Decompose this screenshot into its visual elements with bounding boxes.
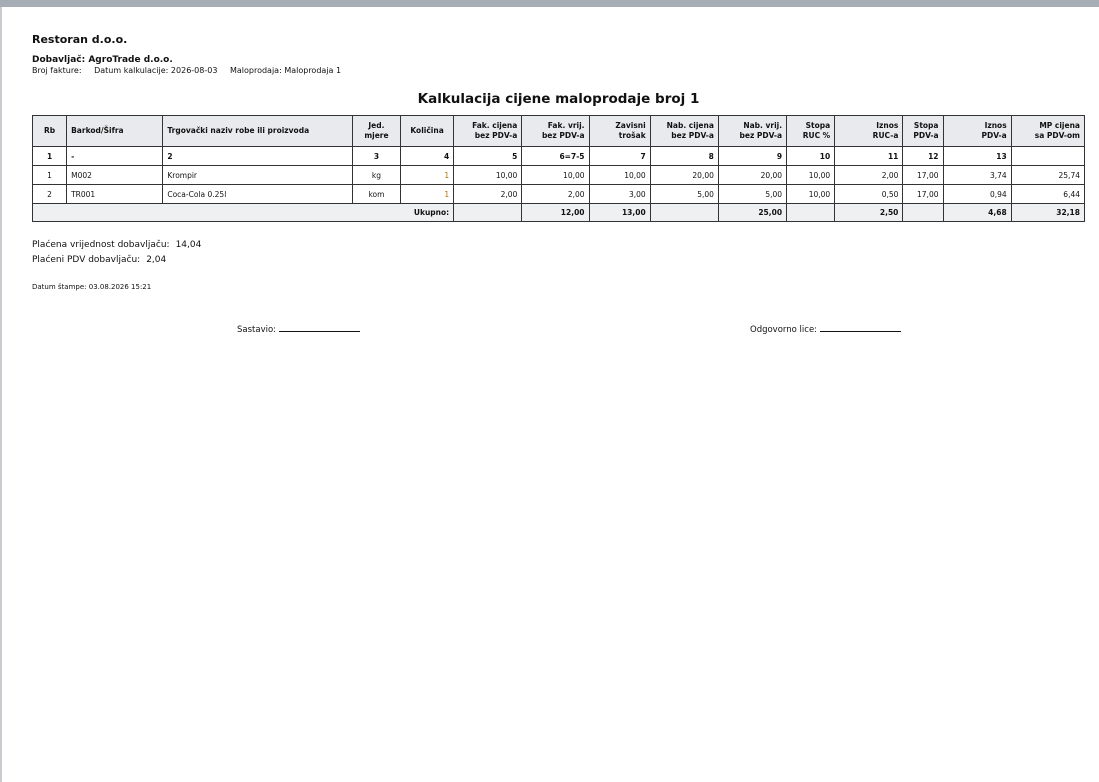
table-cell: - [67, 147, 163, 166]
table-cell: 1 [401, 185, 454, 204]
table-cell: 7 [589, 147, 650, 166]
table-cell: 10,00 [787, 166, 835, 185]
table-cell: 2,00 [454, 185, 522, 204]
table-cell: 3,00 [589, 185, 650, 204]
table-cell [1011, 147, 1084, 166]
table-cell: 25,74 [1011, 166, 1084, 185]
table-header-row [33, 116, 1085, 147]
table-row [33, 185, 1085, 204]
table-cell: 2,00 [522, 185, 589, 204]
paid-value-label: Plaćena vrijednost dobavljaču: [32, 240, 170, 250]
col-header-invoice-value: Fak. vrij. bez PDV-a [522, 116, 589, 147]
table-row [33, 166, 1085, 185]
table-cell: 3,74 [943, 166, 1011, 185]
responsible-person-signature [750, 323, 901, 335]
total-cell [787, 204, 835, 222]
col-header-purchase-value: Nab. vrij. bez PDV-a [718, 116, 786, 147]
table-cell: 6,44 [1011, 185, 1084, 204]
col-header-barcode: Barkod/Šifra [67, 116, 163, 147]
total-cell [903, 204, 943, 222]
table-cell: 10,00 [589, 166, 650, 185]
table-cell: 4 [401, 147, 454, 166]
document-title: Kalkulacija cijene maloprodaje broj 1 [417, 91, 700, 107]
table-cell: 5,00 [650, 185, 718, 204]
total-cell: 4,68 [943, 204, 1011, 222]
totals-label: Ukupno: [33, 204, 454, 222]
col-header-vat-amount: Iznos PDV-a [943, 116, 1011, 147]
table-cell: 10,00 [787, 185, 835, 204]
table-cell: Coca-Cola 0.25l [163, 185, 353, 204]
table-cell: 1 [33, 147, 67, 166]
table-cell: 8 [650, 147, 718, 166]
responsible-person-label: Odgovorno lice: [750, 325, 818, 335]
table-cell: M002 [67, 166, 163, 185]
table-cell: 1 [33, 166, 67, 185]
calculation-date: Datum kalkulacije: 2026-08-03 [94, 66, 218, 75]
composed-by-label: Sastavio: [237, 325, 277, 335]
table-cell: 5,00 [718, 185, 786, 204]
table-cell: 1 [401, 166, 454, 185]
window-top-bar [0, 0, 1099, 7]
signature-line [820, 323, 901, 332]
total-cell [650, 204, 718, 222]
column-number-row [33, 147, 1085, 166]
table-cell: 5 [454, 147, 522, 166]
col-header-quantity: Količina [401, 116, 454, 147]
total-cell [454, 204, 522, 222]
table-cell: 17,00 [903, 185, 943, 204]
col-header-ruc-rate: Stopa RUC % [787, 116, 835, 147]
table-cell: 0,50 [835, 185, 903, 204]
col-header-ruc-amount: Iznos RUC-a [835, 116, 903, 147]
table-cell: 10,00 [522, 166, 589, 185]
table-cell: kg [352, 166, 400, 185]
table-cell: 9 [718, 147, 786, 166]
col-header-rb: Rb [33, 116, 67, 147]
col-header-vat-rate: Stopa PDV-a [903, 116, 943, 147]
table-cell: 0,94 [943, 185, 1011, 204]
table-cell: 12 [903, 147, 943, 166]
composed-by-signature [237, 323, 360, 335]
print-date: Datum štampe: 03.08.2026 15:21 [32, 283, 152, 291]
invoice-number-label: Broj fakture: [32, 66, 82, 75]
table-cell: 3 [352, 147, 400, 166]
supplier-name: Dobavljač: AgroTrade d.o.o. [32, 55, 173, 65]
calculation-table [32, 115, 1085, 222]
paid-value-line [32, 240, 201, 250]
table-cell: 11 [835, 147, 903, 166]
col-header-invoice-price: Fak. cijena bez PDV-a [454, 116, 522, 147]
table-cell: 2 [33, 185, 67, 204]
col-header-product-name: Trgovački naziv robe ili proizvoda [163, 116, 353, 147]
totals-row [33, 204, 1085, 222]
retail-location: Maloprodaja: Maloprodaja 1 [229, 66, 342, 75]
table-cell: 17,00 [903, 166, 943, 185]
total-cell: 2,50 [835, 204, 903, 222]
total-cell: 32,18 [1011, 204, 1084, 222]
table-cell: Krompir [163, 166, 353, 185]
table-cell: 20,00 [718, 166, 786, 185]
col-header-unit: Jed. mjere [352, 116, 400, 147]
document-meta [32, 66, 351, 75]
table-cell: 13 [943, 147, 1011, 166]
table-cell: 2,00 [835, 166, 903, 185]
paid-vat: 2,04 [146, 255, 167, 265]
table-cell: 20,00 [650, 166, 718, 185]
col-header-purchase-price: Nab. cijena bez PDV-a [650, 116, 718, 147]
table-cell: 6=7-5 [522, 147, 589, 166]
table-cell: TR001 [67, 185, 163, 204]
company-name: Restoran d.o.o. [32, 33, 128, 46]
col-header-retail-price: MP cijena sa PDV-om [1011, 116, 1084, 147]
paid-value: 14,04 [175, 240, 202, 250]
paid-vat-label: Plaćeni PDV dobavljaču: [32, 255, 141, 265]
paid-vat-line [32, 255, 166, 265]
total-cell: 13,00 [589, 204, 650, 222]
table-cell: kom [352, 185, 400, 204]
total-cell: 12,00 [522, 204, 589, 222]
table-cell: 2 [163, 147, 353, 166]
signature-line [279, 323, 360, 332]
table-cell: 10 [787, 147, 835, 166]
table-cell: 10,00 [454, 166, 522, 185]
col-header-dependent-cost: Zavisni trošak [589, 116, 650, 147]
total-cell: 25,00 [718, 204, 786, 222]
